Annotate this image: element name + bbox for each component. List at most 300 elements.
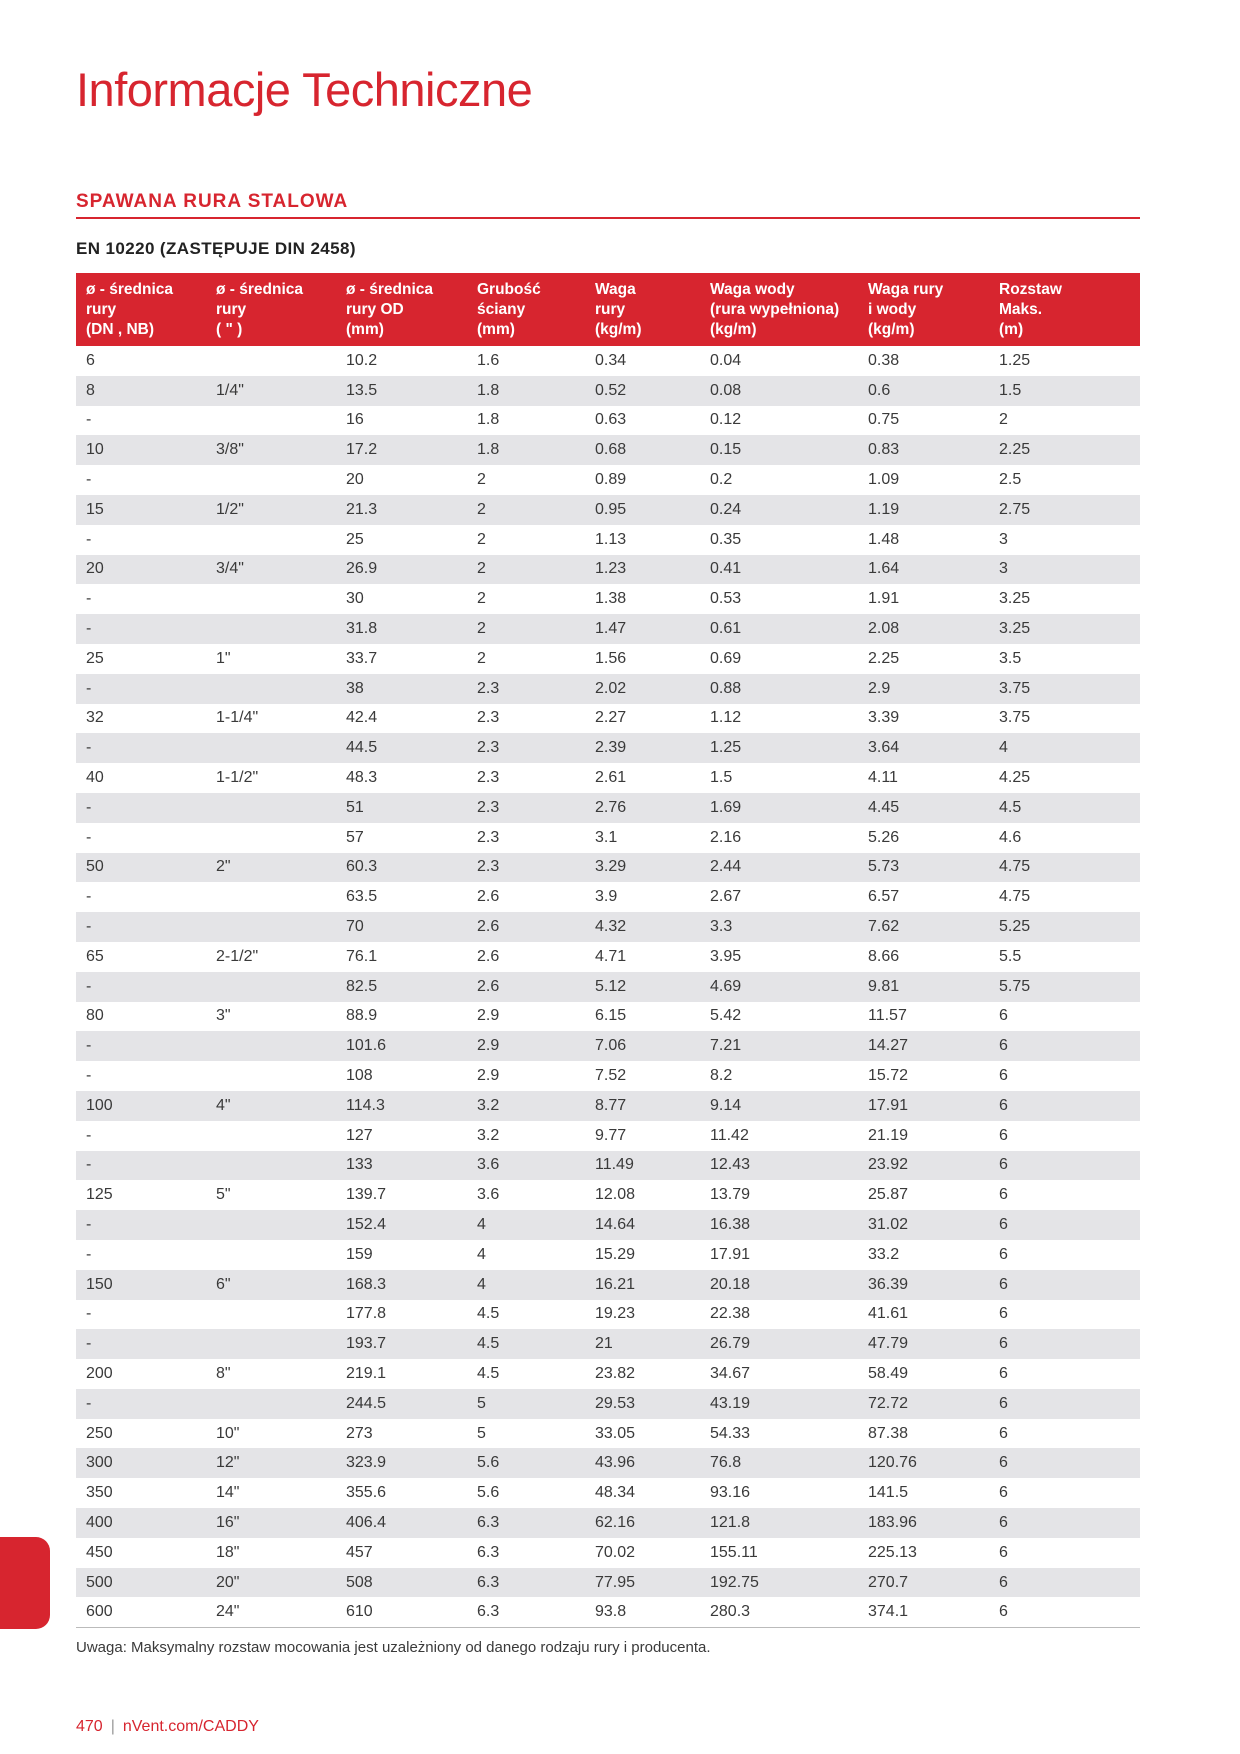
table-cell: 2.6 [477, 888, 500, 906]
table-cell: 2.9 [858, 674, 989, 704]
table-cell [206, 972, 336, 1002]
table-row [76, 763, 1140, 793]
table-cell: 6 [999, 1007, 1008, 1025]
table-cell: 2.3 [467, 793, 585, 823]
table-cell: 1-1/2" [216, 769, 259, 787]
table-cell: 5.75 [989, 972, 1140, 1002]
table-row [76, 525, 1140, 555]
column-header-0 [76, 273, 206, 346]
table-body [76, 346, 1140, 1627]
table-cell: 1.64 [858, 555, 989, 585]
table-cell: 51 [336, 793, 467, 823]
table-cell: 3.1 [595, 828, 618, 846]
table-cell: 225.13 [868, 1543, 917, 1561]
table-cell: 1.13 [595, 530, 627, 548]
table-cell: 14" [216, 1484, 240, 1502]
table-cell: 2.25 [868, 649, 900, 667]
table-row [76, 1270, 1140, 1300]
table-cell: 280.3 [700, 1597, 858, 1627]
table-cell: 36.39 [858, 1270, 989, 1300]
table-cell: 2.6 [467, 972, 585, 1002]
table-cell: 244.5 [336, 1389, 467, 1419]
table-cell: 41.61 [868, 1305, 909, 1323]
table-cell: 2.3 [467, 853, 585, 883]
table-cell: 120.76 [858, 1448, 989, 1478]
table-cell: 2 [999, 411, 1008, 429]
table-cell: 4.32 [585, 912, 700, 942]
table-cell: 6 [999, 1543, 1008, 1561]
table-cell [206, 1210, 336, 1240]
table-cell: 26.9 [336, 555, 467, 585]
column-header-line: (mm) [346, 321, 384, 338]
table-cell: 6 [989, 1389, 1140, 1419]
table-cell: 3 [999, 530, 1008, 548]
page-number: 470 [76, 1718, 103, 1735]
table-row [76, 1180, 1140, 1210]
table-cell [206, 1151, 336, 1181]
table-cell: 350 [86, 1484, 113, 1502]
table-cell: 374.1 [858, 1597, 989, 1627]
table-cell: 5.42 [710, 1007, 742, 1025]
table-row [76, 823, 1140, 853]
table-cell [206, 346, 336, 376]
table-cell: 3.5 [999, 649, 1022, 667]
column-header-line: Waga rury [868, 281, 944, 298]
table-row [76, 555, 1140, 585]
table-cell: 8" [216, 1364, 231, 1382]
table-cell: - [76, 674, 206, 704]
column-header-5 [700, 273, 858, 346]
table-cell: 2.25 [989, 435, 1140, 465]
table-cell: 3.75 [999, 709, 1031, 727]
table-cell: 16.38 [700, 1210, 858, 1240]
table-cell [206, 1031, 336, 1061]
table-cell: 5.6 [467, 1448, 585, 1478]
table-cell: 8.66 [868, 947, 900, 965]
table-cell: 87.38 [868, 1424, 909, 1442]
table-cell: 3.6 [477, 1186, 500, 1204]
table-row [76, 406, 1140, 436]
table-cell: 0.75 [868, 411, 900, 429]
table-cell: 3.3 [700, 912, 858, 942]
table-cell: 0.83 [858, 435, 989, 465]
table-cell: 1" [216, 649, 231, 667]
table-cell: 12" [206, 1448, 336, 1478]
table-header [76, 273, 1140, 346]
table-row [76, 1448, 1140, 1478]
table-cell: 4.5 [477, 1305, 500, 1323]
table-cell: 3.25 [989, 614, 1140, 644]
table-cell: 101.6 [336, 1031, 467, 1061]
table-cell: 4.11 [868, 769, 898, 787]
table-row [76, 1419, 1140, 1449]
table-row [76, 614, 1140, 644]
table-cell: 12.08 [595, 1186, 636, 1204]
table-cell: 31.8 [336, 614, 467, 644]
table-cell: 6.3 [477, 1543, 500, 1561]
table-cell: 24" [206, 1597, 336, 1627]
table-cell: 2 [477, 649, 486, 667]
table-cell: 2.9 [477, 1007, 500, 1025]
table-cell [206, 465, 336, 495]
table-cell: 21 [585, 1329, 700, 1359]
table-cell: 1.25 [700, 733, 858, 763]
table-cell: 0.69 [710, 649, 742, 667]
table-cell: 2.02 [585, 674, 700, 704]
table-row [76, 1568, 1140, 1598]
table-cell: 33.7 [346, 649, 378, 667]
table-cell: 3.2 [477, 1126, 500, 1144]
table-cell: - [76, 793, 206, 823]
table-cell: 5.73 [858, 853, 989, 883]
table-cell: 43.96 [585, 1448, 700, 1478]
table-cell: 457 [346, 1543, 373, 1561]
column-header-6 [858, 273, 989, 346]
table-cell: 12.43 [700, 1151, 858, 1181]
table-cell: 0.04 [710, 351, 742, 369]
table-cell: 3.25 [999, 590, 1031, 608]
table-cell [206, 1300, 336, 1330]
table-cell [206, 1329, 336, 1359]
table-cell: - [86, 471, 92, 489]
table-row [76, 1538, 1140, 1568]
table-cell: 125 [86, 1186, 113, 1204]
table-cell: 1.8 [467, 435, 585, 465]
table-cell: - [76, 614, 206, 644]
column-header-line: Maks. [999, 301, 1043, 318]
table-cell: 8 [76, 376, 206, 406]
table-cell: 155.11 [710, 1543, 758, 1561]
table-cell: 0.63 [595, 411, 627, 429]
table-row [76, 942, 1140, 972]
column-header-3 [467, 273, 585, 346]
column-header-7 [989, 273, 1140, 346]
table-row [76, 376, 1140, 406]
table-cell: 43.19 [700, 1389, 858, 1419]
table-cell: 14.64 [585, 1210, 700, 1240]
column-header-line: ø - średnica [86, 281, 173, 298]
column-header-2 [336, 273, 467, 346]
column-header-line: (rura wypełniona) [710, 301, 840, 318]
table-cell: 6 [999, 1364, 1008, 1382]
table-cell: 406.4 [336, 1508, 467, 1538]
column-header-line: rury [86, 301, 117, 318]
table-cell: 6 [989, 1329, 1140, 1359]
table-cell: 3.64 [858, 733, 989, 763]
table-cell: 273 [346, 1424, 373, 1442]
column-header-line: rury [216, 301, 247, 318]
column-header-1 [206, 273, 336, 346]
table-cell: 2.6 [467, 912, 585, 942]
table-cell: 5.12 [585, 972, 700, 1002]
table-cell: 34.67 [710, 1364, 751, 1382]
table-cell [206, 912, 336, 942]
table-cell: 0.15 [700, 435, 858, 465]
table-cell: 6 [999, 1305, 1008, 1323]
table-cell: 2.76 [585, 793, 700, 823]
table-cell: 3.75 [989, 674, 1140, 704]
table-cell: 5.6 [477, 1484, 500, 1502]
table-row [76, 1300, 1140, 1330]
table-cell: 38 [336, 674, 467, 704]
table-row [76, 912, 1140, 942]
table-cell: 1.19 [858, 495, 989, 525]
table-cell: 60.3 [336, 853, 467, 883]
table-row [76, 495, 1140, 525]
table-cell: 192.75 [700, 1568, 858, 1598]
table-cell [206, 525, 336, 555]
column-header-line: rury OD [346, 301, 404, 318]
table-cell: 19.23 [595, 1305, 636, 1323]
table-cell: 1.91 [868, 590, 900, 608]
table-cell: 2 [477, 471, 486, 489]
header-row [76, 273, 1140, 346]
table-cell: 0.89 [595, 471, 627, 489]
table-cell: 6 [999, 1245, 1008, 1263]
table-row [76, 1091, 1140, 1121]
column-header-line: rury [595, 301, 626, 318]
table-cell: 5 [477, 1424, 486, 1442]
table-cell: 150 [76, 1270, 206, 1300]
table-cell: - [76, 1329, 206, 1359]
table-cell: 4.5 [989, 793, 1140, 823]
table-cell: 31.02 [858, 1210, 989, 1240]
table-cell: 17.91 [858, 1091, 989, 1121]
table-cell: 4.5 [467, 1329, 585, 1359]
table-cell: 1.48 [868, 530, 900, 548]
table-cell: 9.14 [700, 1091, 858, 1121]
table-cell: 76.8 [700, 1448, 858, 1478]
table-cell: 5 [467, 1389, 585, 1419]
table-cell: 4.75 [999, 888, 1031, 906]
table-cell: 0.95 [585, 495, 700, 525]
table-cell: 0.35 [710, 530, 742, 548]
table-cell [206, 1061, 336, 1091]
column-header-line: Waga [595, 281, 636, 298]
table-cell: 4.6 [999, 828, 1022, 846]
table-cell: - [76, 972, 206, 1002]
table-cell [206, 674, 336, 704]
table-cell: 4" [206, 1091, 336, 1121]
column-header-line: Waga wody [710, 281, 795, 298]
table-cell: 6 [999, 1484, 1008, 1502]
table-cell: 127 [346, 1126, 373, 1144]
table-cell: 5.26 [868, 828, 900, 846]
table-cell: 20.18 [700, 1270, 858, 1300]
table-row [76, 1597, 1140, 1627]
table-cell: 2.39 [585, 733, 700, 763]
table-row [76, 704, 1140, 734]
table-cell: 6 [989, 1210, 1140, 1240]
table-cell: 2 [467, 495, 585, 525]
table-cell: 141.5 [868, 1484, 909, 1502]
table-cell: 23.92 [858, 1151, 989, 1181]
table-cell: 8.2 [710, 1067, 733, 1085]
table-cell: 1.5 [989, 376, 1140, 406]
table-cell: 0.34 [595, 351, 627, 369]
table-cell: 6.3 [467, 1508, 585, 1538]
table-row [76, 1061, 1140, 1091]
table-cell: 1.12 [710, 709, 742, 727]
table-cell: 6 [86, 351, 95, 369]
table-cell: 2.3 [477, 769, 500, 787]
table-cell: 8.77 [585, 1091, 700, 1121]
table-cell: 0.2 [710, 471, 733, 489]
table-cell: 32 [86, 709, 104, 727]
table-cell: 355.6 [346, 1484, 387, 1502]
table-cell: 33.2 [868, 1245, 900, 1263]
table-cell: 177.8 [346, 1305, 387, 1323]
table-cell: 7.21 [700, 1031, 858, 1061]
table-cell: 2-1/2" [216, 947, 259, 965]
column-header-line: i wody [868, 301, 917, 318]
table-cell: 18" [216, 1543, 240, 1561]
table-cell: 0.12 [710, 411, 742, 429]
table-cell: 42.4 [346, 709, 378, 727]
table-cell: 30 [346, 590, 364, 608]
table-row [76, 1002, 1140, 1032]
table-cell: 2.61 [595, 769, 627, 787]
table-cell: 77.95 [585, 1568, 700, 1598]
table-cell: 72.72 [858, 1389, 989, 1419]
table-cell: 10.2 [346, 351, 378, 369]
table-cell: 6.15 [595, 1007, 627, 1025]
table-cell: 508 [336, 1568, 467, 1598]
table-cell: 500 [76, 1568, 206, 1598]
table-cell: 4.69 [700, 972, 858, 1002]
footer-site-link[interactable]: nVent.com/CADDY [122, 1718, 259, 1735]
table-cell: 63.5 [346, 888, 378, 906]
table-cell: 47.79 [858, 1329, 989, 1359]
table-cell: 323.9 [336, 1448, 467, 1478]
table-cell: 0.61 [700, 614, 858, 644]
table-cell: 300 [76, 1448, 206, 1478]
table-cell: 93.16 [710, 1484, 751, 1502]
table-cell: - [76, 1151, 206, 1181]
table-cell: 2.27 [595, 709, 627, 727]
table-row [76, 346, 1140, 376]
table-cell: 4.25 [999, 769, 1031, 787]
table-cell: 11.49 [585, 1151, 700, 1181]
table-cell: 0.53 [710, 590, 742, 608]
table-cell: 450 [86, 1543, 113, 1561]
table-cell: 62.16 [585, 1508, 700, 1538]
table-cell: 3.95 [710, 947, 742, 965]
column-header-line: ( " ) [216, 321, 243, 338]
column-header-line: ø - średnica [216, 281, 303, 298]
table-cell: 1.09 [868, 471, 900, 489]
table-cell: 6.57 [868, 888, 900, 906]
pipe-spec-table-container [76, 273, 1140, 1628]
column-header-line: (m) [999, 321, 1024, 338]
table-cell: 100 [76, 1091, 206, 1121]
table-row [76, 1031, 1140, 1061]
table-cell: 14.27 [858, 1031, 989, 1061]
table-cell [206, 1389, 336, 1419]
table-cell: 2.67 [710, 888, 742, 906]
table-cell: 48.34 [595, 1484, 636, 1502]
table-cell: 0.68 [585, 435, 700, 465]
table-cell [206, 1121, 336, 1151]
table-row [76, 853, 1140, 883]
table-cell: 2.16 [710, 828, 742, 846]
page-footer [76, 1718, 259, 1736]
table-cell: 23.82 [595, 1364, 636, 1382]
table-row [76, 435, 1140, 465]
column-header-line: (DN , NB) [86, 321, 155, 338]
table-cell: 1.25 [999, 351, 1031, 369]
table-row [76, 1478, 1140, 1508]
table-cell: 6 [989, 1270, 1140, 1300]
table-cell: 16" [206, 1508, 336, 1538]
table-cell: 1.8 [477, 411, 500, 429]
table-cell: 9.81 [858, 972, 989, 1002]
pipe-spec-table [76, 273, 1140, 1628]
column-header-line: ściany [477, 301, 526, 318]
table-cell: 2 [467, 555, 585, 585]
table-cell: - [86, 1126, 92, 1144]
table-cell: 600 [76, 1597, 206, 1627]
table-row [76, 465, 1140, 495]
column-header-line: ø - średnica [346, 281, 433, 298]
table-row [76, 584, 1140, 614]
table-cell: 1.6 [477, 351, 500, 369]
table-row [76, 1329, 1140, 1359]
table-cell: 2.75 [989, 495, 1140, 525]
table-cell: 6 [989, 1508, 1140, 1538]
table-row [76, 793, 1140, 823]
table-cell: - [86, 530, 92, 548]
table-cell: 16 [346, 411, 364, 429]
table-cell: 1.38 [595, 590, 627, 608]
table-cell: 4.5 [477, 1364, 500, 1382]
table-row [76, 733, 1140, 763]
table-cell: - [86, 1305, 92, 1323]
table-cell: 3.39 [868, 709, 900, 727]
table-cell: 6.3 [467, 1597, 585, 1627]
table-cell: 183.96 [858, 1508, 989, 1538]
table-cell: 0.88 [700, 674, 858, 704]
table-cell: 57 [346, 828, 364, 846]
table-cell: 20" [206, 1568, 336, 1598]
table-cell: 108 [346, 1067, 373, 1085]
table-cell: 121.8 [700, 1508, 858, 1538]
table-cell: 2.5 [999, 471, 1022, 489]
table-cell: 13.5 [336, 376, 467, 406]
table-cell: - [76, 1210, 206, 1240]
table-cell: 10 [76, 435, 206, 465]
table-cell: 4.45 [858, 793, 989, 823]
table-cell: 33.05 [595, 1424, 636, 1442]
table-cell: 2 [477, 530, 486, 548]
table-cell: - [86, 411, 92, 429]
table-row [76, 674, 1140, 704]
section-title: SPAWANA RURA STALOWA [76, 191, 349, 212]
table-row [76, 882, 1140, 912]
table-cell [206, 882, 336, 912]
table-cell: - [86, 590, 92, 608]
table-cell: 88.9 [346, 1007, 378, 1025]
table-cell: 44.5 [336, 733, 467, 763]
table-cell: 3.29 [585, 853, 700, 883]
table-cell: 3/8" [206, 435, 336, 465]
table-cell: 7.52 [595, 1067, 627, 1085]
table-cell: 4 [989, 733, 1140, 763]
table-cell: 17.2 [336, 435, 467, 465]
table-cell: 21.19 [868, 1126, 909, 1144]
table-cell [206, 823, 336, 853]
table-cell: 4.75 [989, 853, 1140, 883]
